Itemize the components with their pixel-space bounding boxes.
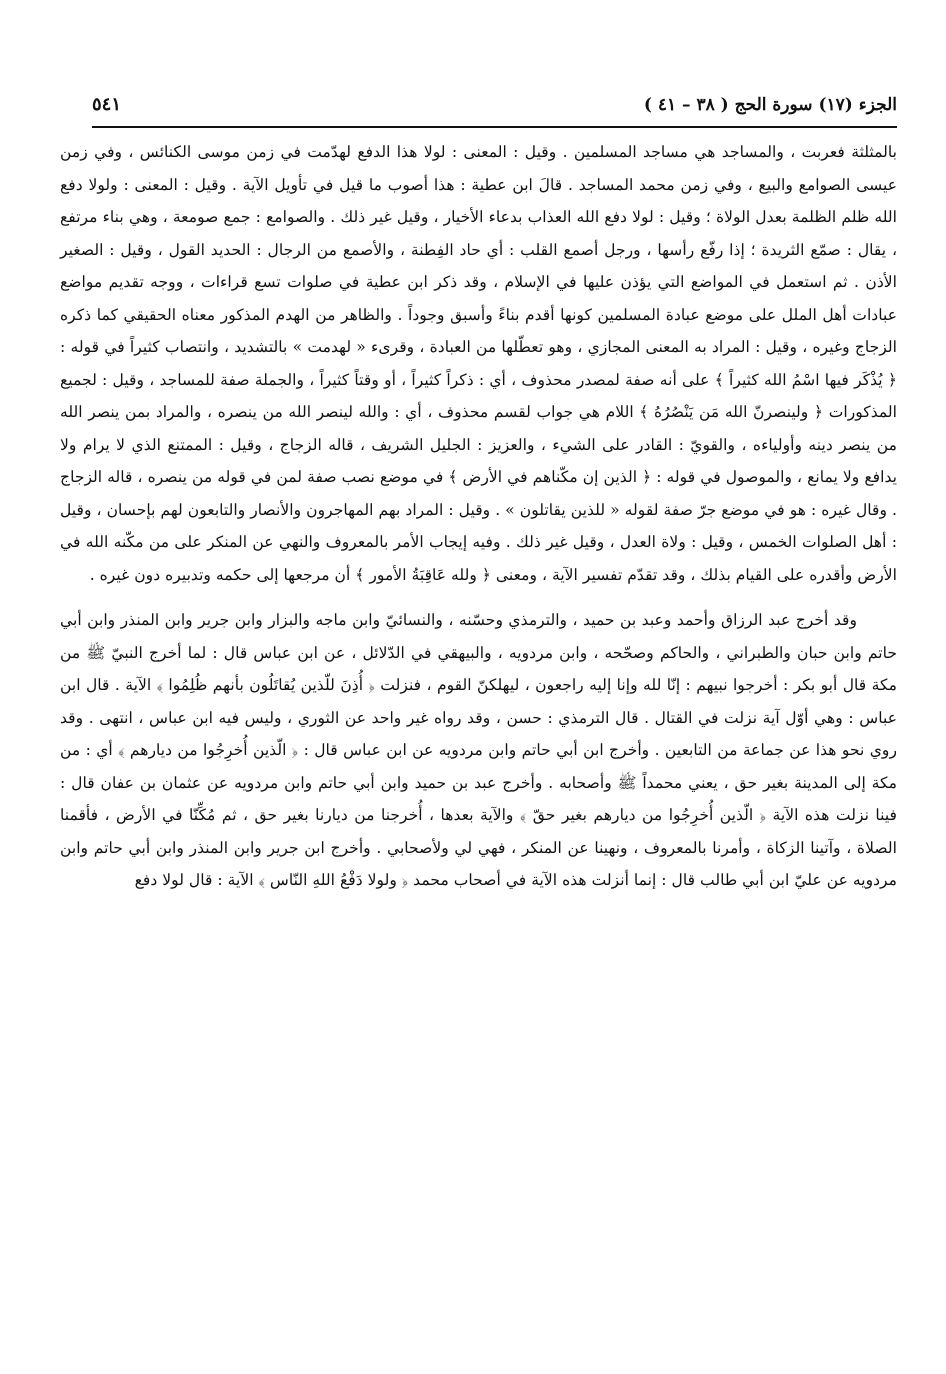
main-text: [60, 136, 897, 897]
running-title: الجزء (١٧) سورة الحج ( ٣٨ – ٤١ ): [643, 95, 897, 115]
page-header: [92, 92, 897, 122]
paragraph-hadith-reports: وقد أخرج عبد الرزاق وأحمد وعبد بن حميد ، والترمذي وحسّنه ، والنسائيّ وابن ماجه والبزار وابن جرير وابن المنذر وابن أبي حاتم وابن حبان والطبراني ، والحاكم وصحّحه ، وابن مردويه ، والبيهقي في الدّلائل ، عن ابن عباس قال : لما أخرج النبيّ ﷺ من مكة قال أبو بكر : أخرجوا نبيهم : إنّا لله وإنا إليه راجعون ، ليهلكنّ القوم ، فنزلت ﴿ أُذِنَ للّذين يُقاتَلُون بأنهم ظُلِمُوا ﴾ الآية . قال ابن عباس : وهي أوّل آية نزلت في القتال . قال الترمذي : حسن ، وقد رواه غير واحد عن الثوري ، وليس فيه ابن عباس ، انتهى . وقد روي نحو هذا عن جماعة من التابعين . وأخرج ابن أبي حاتم وابن مردويه عن ابن عباس قال : ﴿ الّذين أُخرِجُوا من ديارهم ﴾ أي : من مكة إلى المدينة بغير حق ، يعني محمداً ﷺ وأصحابه . وأخرج عبد بن حميد وابن أبي حاتم وابن مردويه عن عثمان بن عفان قال : فينا نزلت هذه الآية ﴿ الّذين أُخرِجُوا من ديارهم بغير حقّ ﴾ والآية بعدها ، أُخرجنا من ديارنا بغير حق ، ثم مُكِّنّا في الأرض ، فأقمنا الصلاة ، وآتينا الزكاة ، وأمرنا بالمعروف ، ونهينا عن المنكر ، فهي لي ولأصحابي . وأخرج ابن جرير وابن المنذر وابن أبي حاتم وابن مردويه عن عليّ ابن أبي طالب قال : إنما أنزلت هذه الآية في أصحاب محمد ﴿ ولولا دَفْعُ اللهِ النّاس ﴾ الآية : قال لولا دفع: [60, 611, 897, 889]
header-divider: [92, 126, 897, 128]
page-number: ٥٤١: [92, 94, 122, 115]
paragraph-commentary: بالمثلثة فعربت ، والمساجد هي مساجد المسلمين . وقيل : المعنى : لولا هذا الدفع لهدّمت في زمن موسى الكنائس ، وفي زمن عيسى الصوامع والبيع ، وفي زمن محمد المساجد . قالَ ابن عطية : هذا أصوب ما قيل في تأويل الآية . وقيل : المعنى : ولولا دفع الله ظلم الظلمة بعدل الولاة ؛ وقيل : لولا دفع الله العذاب بدعاء الأخيار ، وقيل غير ذلك . والصوامع : جمع صومعة ، وهي بناء مرتفع ، يقال : صمّع الثريدة ؛ إذا رفّع رأسها ، ورجل أصمع القلب : أي حاد الفِطنة ، والأصمع من الرجال : الحديد القول ، وقيل : الصغير الأذن . ثم استعمل في المواضع التي يؤذن عليها في الإسلام ، وقد ذكر ابن عطية في صلوات تسع قراءات ، ووجه تقديم مواضع عبادات أهل الملل على موضع عبادة المسلمين كونها أقدم بناءً وأسبق وجوداً . والظاهر من الهدم المذكور معناه الحقيقي كما ذكره الزجاج وغيره ، وقيل : المراد به المعنى المجازي ، وهو تعطّلها من العبادة ، وقرىء « لهدمت » بالتشديد ، وانتصاب كثيراً في قوله : ﴿ يُذْكَر فيها اسْمُ الله كثيراً ﴾ على أنه صفة لمصدر محذوف ، أي : ذكراً كثيراً ، أو وقتاً كثيراً ، والجملة صفة للمساجد ، وقيل : لجميع المذكورات ﴿ ولينصرنّ الله مَن يَنْصُرُهُ ﴾ اللام هي جواب لقسم محذوف ، أي : والله لينصر الله من ينصره ، والمراد بمن ينصر الله من ينصر دينه وأولياءه ، والقويّ : القادر على الشيء ، والعزيز : الجليل الشريف ، قاله الزجاج ، وقيل : الممتنع الذي لا يرام ولا يدافع ولا يمانع ، والموصول في قوله : ﴿ الذين إن مكّناهم في الأرض ﴾ في موضع نصب صفة لمن في قوله من ينصره ، قاله الزجاج . وقال غيره : هو في موضع جرّ صفة لقوله « للذين يقاتلون » . وقيل : المراد بهم المهاجرون والأنصار والتابعون لهم بإحسان ، وقيل : أهل الصلوات الخمس ، وقيل : ولاة العدل ، وقيل غير ذلك . وفيه إيجاب الأمر بالمعروف والنهي عن المنكر على من مكّنه الله في الأرض وأقدره على القيام بذلك ، وقد تقدّم تفسير الآية ، ومعنى ﴿ ولله عَاقِبَةُ الأمور ﴾ أن مرجعها إلى حكمه وتدبيره دون غيره .: [60, 143, 897, 584]
